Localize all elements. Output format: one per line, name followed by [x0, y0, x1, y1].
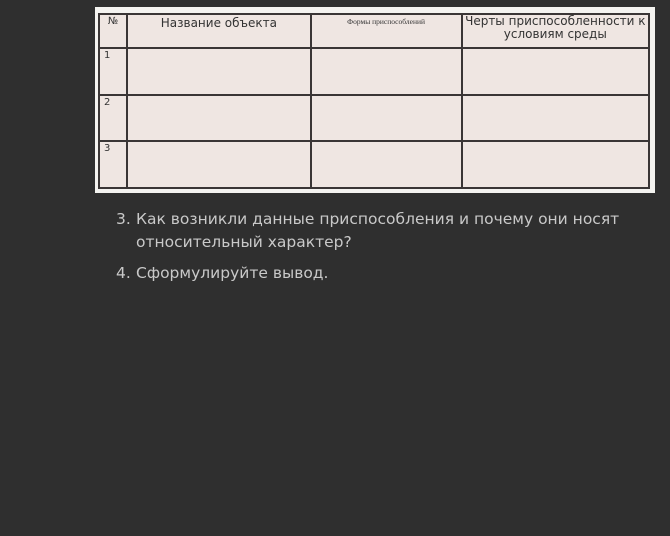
header-number-cell: [99, 14, 127, 48]
worksheet-table: [98, 13, 650, 189]
question-text: Как возникли данные приспособления и почему они носят относительный характер?: [136, 210, 620, 251]
row-number-cell: [99, 141, 127, 188]
header-adaptation-traits-cell: [462, 14, 649, 48]
adaptation-traits-cell: [462, 48, 649, 95]
question-item: [116, 262, 636, 285]
table-header-row: [99, 14, 649, 48]
row-number: 2: [104, 96, 111, 108]
adaptation-traits-cell: [462, 141, 649, 188]
adaptation-forms-cell: [311, 141, 462, 188]
row-number-cell: [99, 48, 127, 95]
object-name-cell: [127, 95, 310, 142]
table-row: [99, 141, 649, 188]
table-row: [99, 48, 649, 95]
table-row: [99, 95, 649, 142]
question-item: [116, 208, 636, 254]
adaptation-traits-cell: [462, 95, 649, 142]
row-number-cell: [99, 95, 127, 142]
row-number: 1: [104, 50, 111, 61]
worksheet-table-image: [95, 7, 655, 193]
question-list: [116, 208, 636, 293]
question-number: 4.: [116, 264, 131, 282]
header-adaptation-forms-cell: [311, 14, 462, 48]
row-number: 3: [104, 143, 111, 155]
adaptation-forms-cell: [311, 95, 462, 142]
question-text: Сформулируйте вывод.: [136, 264, 329, 282]
object-name-cell: [127, 141, 310, 188]
header-object-name-cell: [127, 14, 310, 48]
header-adaptation-traits: Черты приспособленности к условиям среды: [465, 14, 646, 41]
header-object-name: Название объекта: [160, 16, 277, 30]
adaptation-forms-cell: [311, 48, 462, 95]
header-adaptation-forms: Формы приспособлений: [347, 17, 425, 26]
question-number: 3.: [116, 210, 131, 228]
object-name-cell: [127, 48, 310, 95]
header-number: №: [107, 16, 119, 27]
